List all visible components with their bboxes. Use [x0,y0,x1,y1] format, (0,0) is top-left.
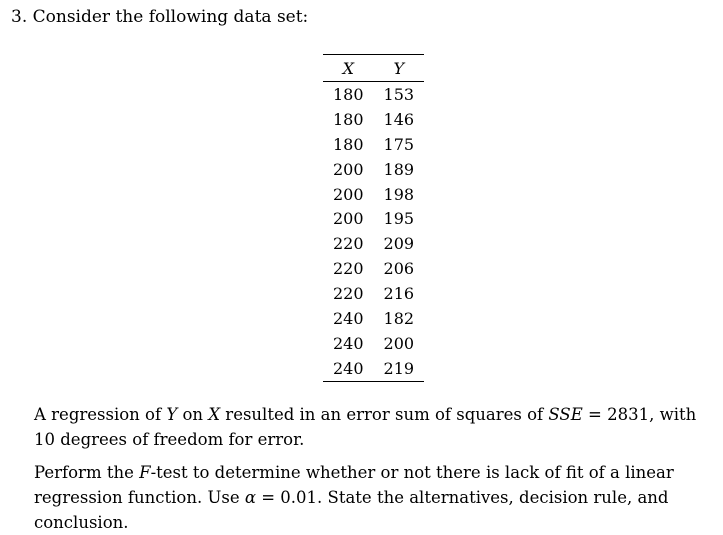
table-row [323,281,424,306]
cell-x: 220 [333,259,364,279]
cell-x: 240 [333,333,364,353]
data-table [323,54,424,382]
regression-description [34,402,716,452]
table-row [323,107,424,132]
cell-y: 209 [383,234,415,254]
cell-y: 219 [383,358,415,378]
text-segment: -test to determine whether or not there is lack of fit of a linear regression function. Use [34,463,674,507]
text-segment: = 0.01. State the alternatives, decision rule, and conclusion. [34,488,669,532]
cell-x: 200 [333,159,364,179]
text-segment: resulted in an error sum of squares of [220,405,549,424]
column-header-x: X [342,58,354,78]
cell-y: 153 [383,84,415,104]
math-variable-sse: SSE [548,405,583,424]
text-segment: A regression of [34,405,167,424]
table-row [323,132,424,157]
cell-y: 198 [383,184,415,204]
cell-y: 195 [383,209,415,229]
cell-x: 180 [333,134,364,154]
text-segment: on [177,405,209,424]
cell-y: 146 [383,109,415,129]
cell-y: 189 [383,159,415,179]
table-row [323,157,424,182]
cell-x: 180 [333,109,364,129]
table-row [323,182,424,207]
task-instructions [34,460,716,535]
math-variable-f: F [139,463,151,482]
math-variable-x: X [208,405,221,424]
cell-y: 175 [383,134,415,154]
cell-x: 240 [333,308,364,328]
cell-y: 206 [383,259,415,279]
cell-y: 200 [383,333,415,353]
column-header-y: Y [393,58,405,78]
table-row [323,206,424,231]
math-variable-y: Y [166,405,178,424]
math-variable-alpha: α [244,488,256,507]
table-row [323,306,424,331]
cell-x: 220 [333,284,364,304]
table-row [323,231,424,256]
text-segment: Perform the [34,463,140,482]
table-row [323,356,424,381]
cell-x: 180 [333,84,364,104]
table-row [323,82,424,107]
cell-x: 240 [333,358,364,378]
table-row [323,331,424,356]
table-row [323,256,424,281]
cell-y: 216 [383,284,415,304]
cell-x: 200 [333,209,364,229]
cell-y: 182 [383,308,415,328]
cell-x: 220 [333,234,364,254]
text-segment: = 2831, with 10 degrees of freedom for error. [34,405,697,449]
problem-heading: 3. Consider the following data set: [11,7,309,27]
table-header-row [323,55,424,82]
cell-x: 200 [333,184,364,204]
